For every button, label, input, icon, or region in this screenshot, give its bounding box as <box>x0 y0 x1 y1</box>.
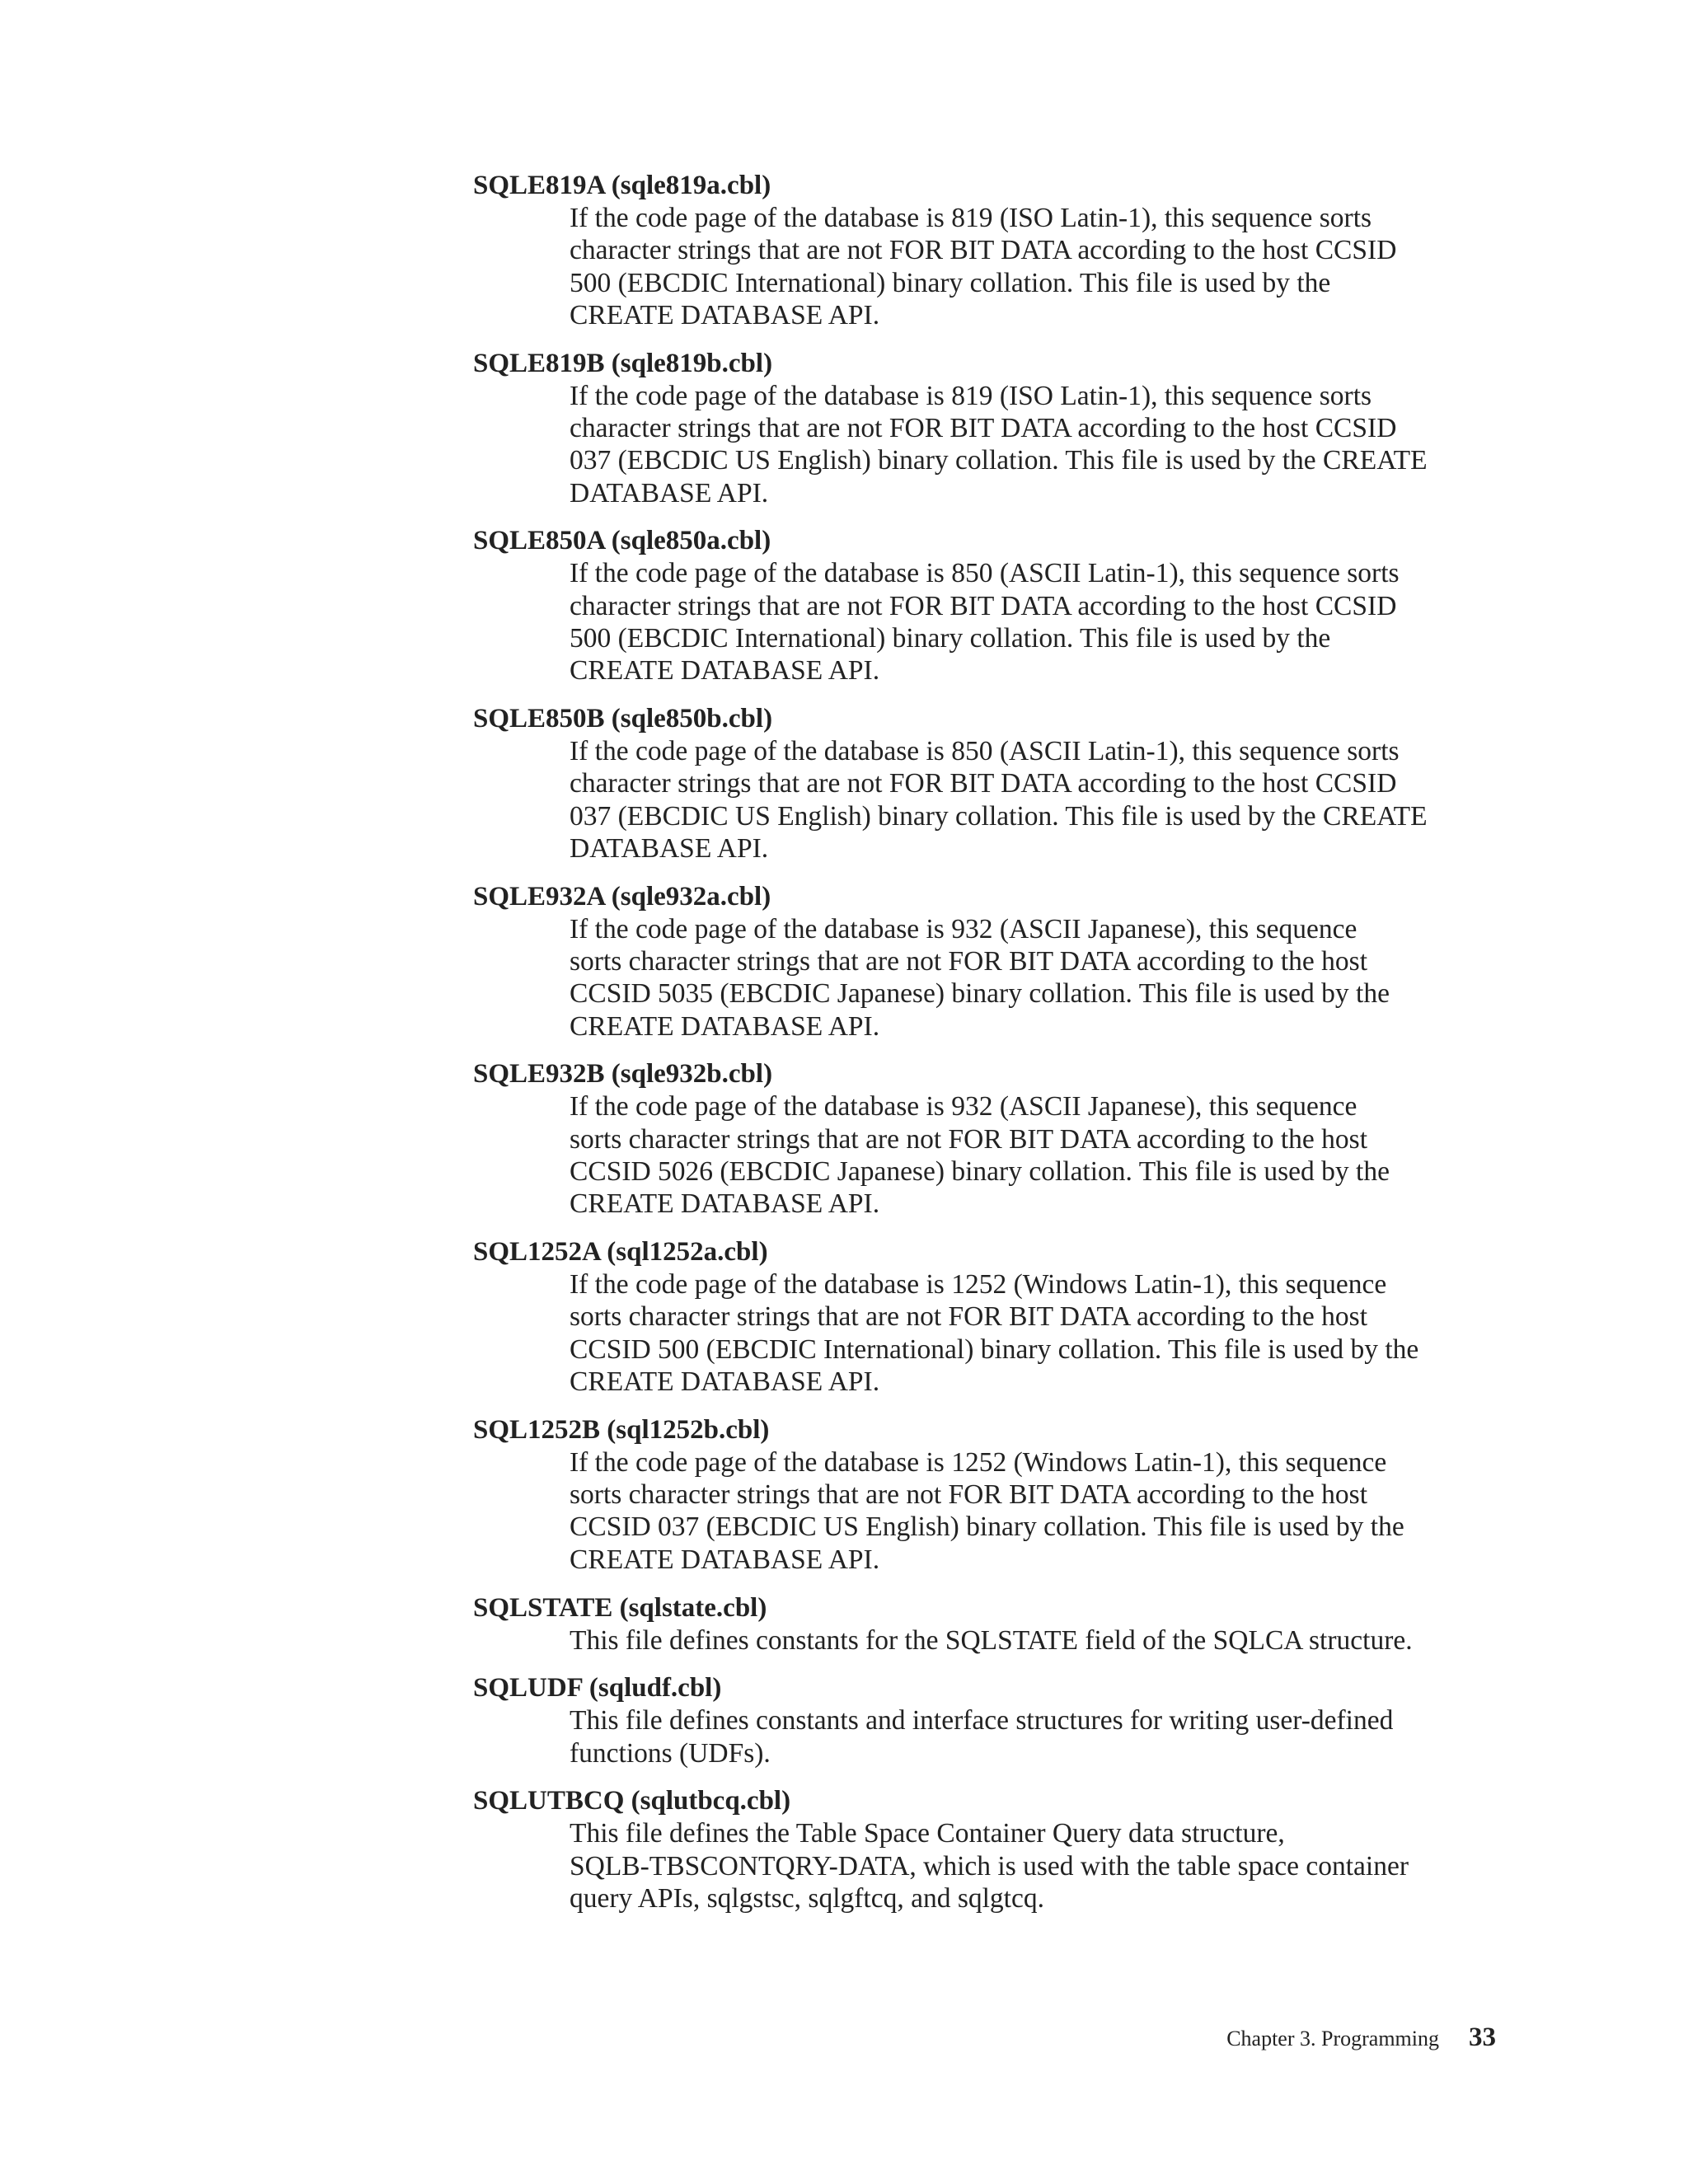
definition-entry-sqle850b <box>473 703 1536 865</box>
entry-description: If the code page of the database is 850 (ASCII Latin-1), this sequence sorts character strings that are not FOR BIT DATA according to the host CCSID 500 (EBCDIC International) binary collation. This file is used by the CREATE DATABASE API. <box>570 558 1400 687</box>
entry-term: SQLUDF (sqludf.cbl) <box>473 1673 722 1704</box>
definition-entry-sqle932b <box>473 1058 1536 1220</box>
footer-chapter-title: Chapter 3. Programming <box>1226 2027 1439 2050</box>
definition-entry-sqlutbcq <box>473 1785 1536 1915</box>
entry-description: If the code page of the database is 1252 (Windows Latin-1), this sequence sorts character strings that are not FOR BIT DATA according to the host CCSID 037 (EBCDIC US English) binary collation. This file is used by the CREATE DATABASE API. <box>570 1446 1404 1575</box>
entry-description: This file defines the Table Space Container Query data structure, SQLB-TBSCONTQRY-DATA, which is used with the table space container query APIs, sqlgstsc, sqlgftcq, and sqlgtcq. <box>570 1818 1409 1914</box>
entry-description: If the code page of the database is 1252 (Windows Latin-1), this sequence sorts character strings that are not FOR BIT DATA according to the host CCSID 500 (EBCDIC International) binary collation. This file is used by the CREATE DATABASE API. <box>570 1269 1419 1398</box>
definition-entry-sqle819b <box>473 348 1536 509</box>
definition-entry-sql1252b <box>473 1414 1536 1576</box>
entry-description: If the code page of the database is 932 (ASCII Japanese), this sequence sorts character strings that are not FOR BIT DATA according to the host CCSID 5035 (EBCDIC Japanese) binary collation. This file is used by the CREATE DATABASE API. <box>570 913 1390 1042</box>
entry-term: SQL1252B (sql1252b.cbl) <box>473 1414 770 1445</box>
definition-entry-sqle819a <box>473 170 1536 331</box>
definition-entry-sqlstate <box>473 1592 1536 1657</box>
page-footer <box>1226 2022 1496 2053</box>
entry-description: If the code page of the database is 850 (ASCII Latin-1), this sequence sorts character strings that are not FOR BIT DATA according to the host CCSID 037 (EBCDIC US English) binary collation. This file is used by the CREATE DATABASE API. <box>570 736 1428 864</box>
entry-term: SQLE932B (sqle932b.cbl) <box>473 1059 773 1090</box>
entry-term: SQLUTBCQ (sqlutbcq.cbl) <box>473 1786 791 1816</box>
entry-description: This file defines constants for the SQLSTATE field of the SQLCA structure. <box>570 1624 1413 1656</box>
entry-term: SQLE932A (sqle932a.cbl) <box>473 881 771 912</box>
definition-entry-sql1252a <box>473 1236 1536 1398</box>
entry-term: SQLSTATE (sqlstate.cbl) <box>473 1592 767 1623</box>
entry-term: SQLE819B (sqle819b.cbl) <box>473 348 773 378</box>
definition-entry-sqle850a <box>473 525 1536 687</box>
definition-entry-sqle932a <box>473 881 1536 1043</box>
entry-description: This file defines constants and interface structures for writing user-defined functions (UDFs). <box>570 1705 1394 1769</box>
entry-term: SQLE819A (sqle819a.cbl) <box>473 171 771 200</box>
page-number: 33 <box>1469 2022 1496 2052</box>
entry-term: SQL1252A (sql1252a.cbl) <box>473 1237 768 1268</box>
definition-list <box>473 170 1536 1931</box>
entry-description: If the code page of the database is 819 (ISO Latin-1), this sequence sorts character strings that are not FOR BIT DATA according to the host CCSID 037 (EBCDIC US English) binary collation. This file is used by the CREATE DATABASE API. <box>570 380 1428 509</box>
entry-description: If the code page of the database is 819 (ISO Latin-1), this sequence sorts character strings that are not FOR BIT DATA according to the host CCSID 500 (EBCDIC International) binary collation. This file is used by the CREATE DATABASE API. <box>570 203 1397 330</box>
entry-term: SQLE850B (sqle850b.cbl) <box>473 704 773 734</box>
entry-description: If the code page of the database is 932 (ASCII Japanese), this sequence sorts character strings that are not FOR BIT DATA according to the host CCSID 5026 (EBCDIC Japanese) binary collation. This file is used by the CREATE DATABASE API. <box>570 1091 1390 1220</box>
entry-term: SQLE850A (sqle850a.cbl) <box>473 526 771 556</box>
definition-entry-sqludf <box>473 1672 1536 1769</box>
